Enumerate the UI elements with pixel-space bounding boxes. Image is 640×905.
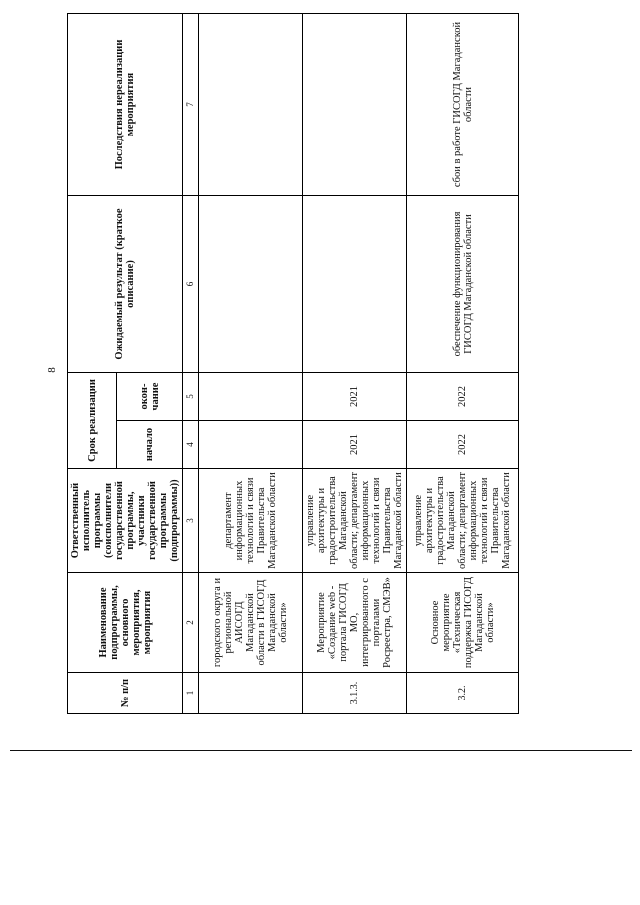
rotated-table-container [67,14,512,714]
table-row [199,14,303,714]
column-number: 1 [183,673,199,714]
header-row [68,14,117,714]
column-number: 7 [183,14,199,196]
cell-end: 2021 [303,373,407,421]
cell-result: обеспечение функционирования ГИСОГД Магаданской области [407,196,519,373]
cell-executor: управление архитектуры и градостроительства Магаданской области; департамент информационных технологий и связи Правительства Магаданской области [303,469,407,573]
cell-consequences [303,14,407,196]
cell-no: 3.2. [407,673,519,714]
cell-start: 2022 [407,421,519,469]
column-number: 5 [183,373,199,421]
column-number: 4 [183,421,199,469]
cell-result [199,196,303,373]
cell-no: 3.1.3. [303,673,407,714]
header-consequences: Последствия нереализации мероприятия [68,14,183,196]
header-executor: Ответственный исполнитель программы (соисполнители государственной программы, участники государственной программы (подпрограммы)) [68,469,183,573]
column-number: 6 [183,196,199,373]
cell-name: городского округа и региональной АИСОГД Магаданской области в ГИСОГД Магаданской области» [199,573,303,673]
header-result: Ожидаемый результат (краткое описание) [68,196,183,373]
cell-end [199,373,303,421]
table-row [407,14,519,714]
program-activities-table [67,13,519,714]
cell-name: Основное мероприятие «Техническая поддержка ГИСОГД Магаданской области» [407,573,519,673]
header-name: Наименование подпрограммы, основного мероприятия, мероприятия [68,573,183,673]
cell-result [303,196,407,373]
cell-start [199,421,303,469]
cell-name: Мероприятие «Создание web - портала ГИСОГД МО, интегрированного с порталами Росреестра, СМЭВ» [303,573,407,673]
cell-consequences [199,14,303,196]
header-end: окон-чание [117,373,183,421]
page-number: 8 [46,367,58,373]
cell-executor: управление архитектуры и градостроительства Магаданской области; департамент информационных технологий и связи Правительства Магаданской области [407,469,519,573]
page-divider-line [10,750,632,751]
column-number: 2 [183,573,199,673]
cell-no [199,673,303,714]
column-number-row [183,14,199,714]
cell-executor: департамент информационных технологий и связи Правительства Магаданской области [199,469,303,573]
cell-consequences: сбои в работе ГИСОГД Магаданской области [407,14,519,196]
header-term: Срок реализации [68,373,117,469]
cell-start: 2021 [303,421,407,469]
table-row [303,14,407,714]
header-no: № п/п [68,673,183,714]
header-start: начало [117,421,183,469]
cell-end: 2022 [407,373,519,421]
column-number: 3 [183,469,199,573]
